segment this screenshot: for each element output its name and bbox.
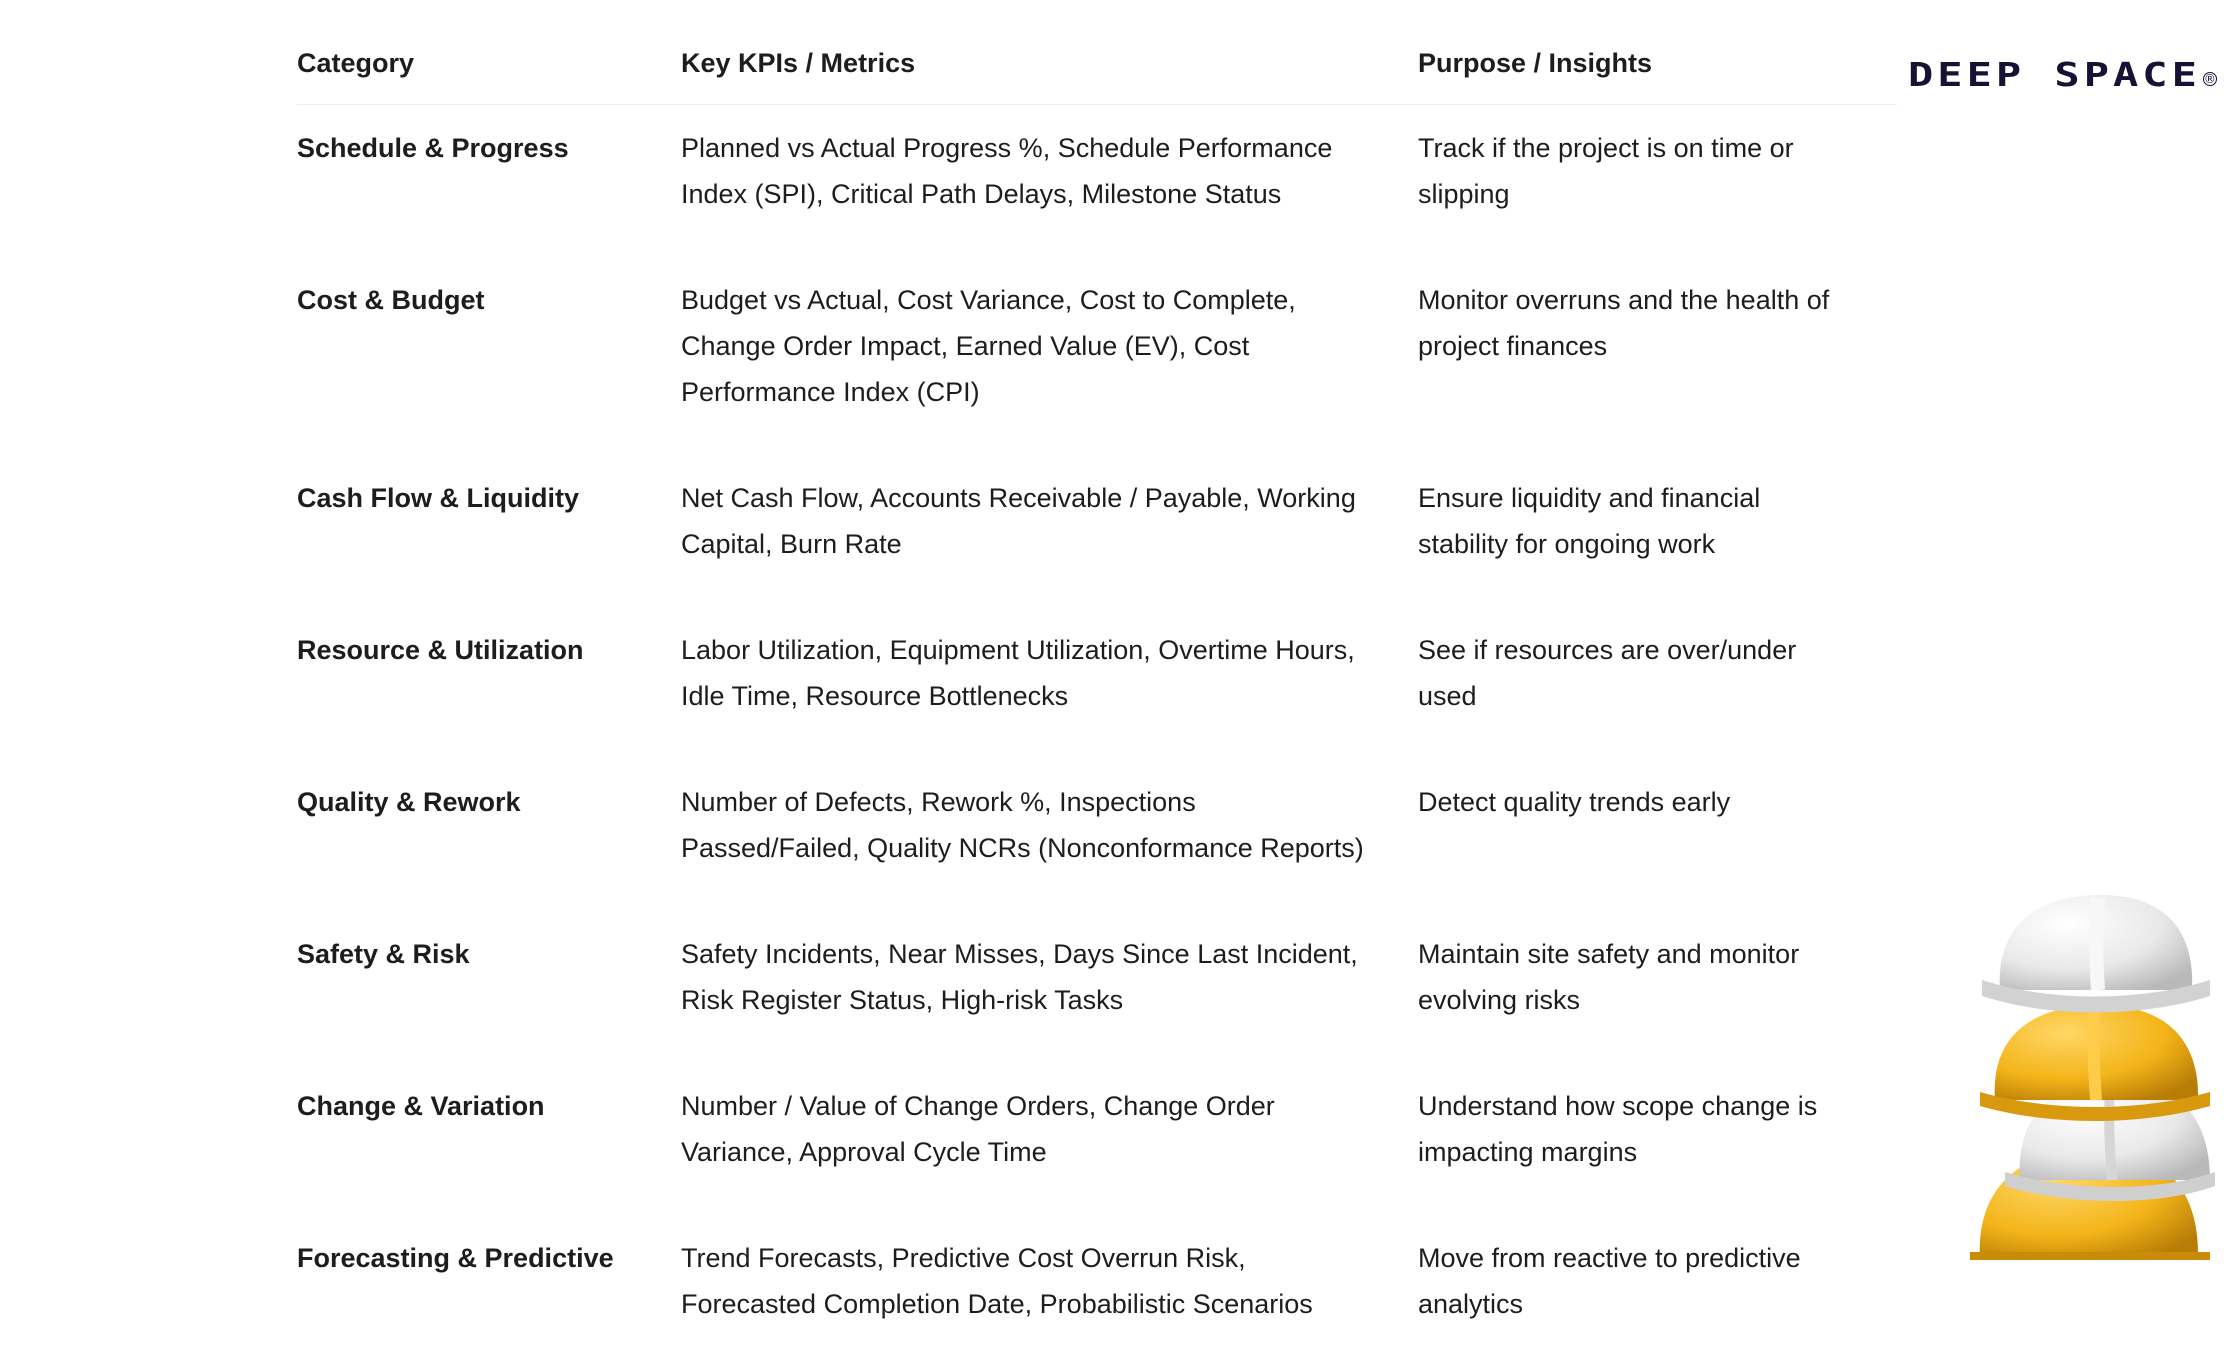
table-row xyxy=(297,607,1897,759)
table-body xyxy=(297,105,1897,1367)
category-text: Safety & Risk xyxy=(297,931,681,977)
row-purpose xyxy=(1418,455,1897,607)
purpose-text: See if resources are over/under used xyxy=(1418,627,1897,719)
row-purpose xyxy=(1418,1063,1897,1215)
row-purpose xyxy=(1418,759,1897,911)
row-category xyxy=(297,759,681,911)
header-purpose: Purpose / Insights xyxy=(1418,48,1897,105)
table-header xyxy=(297,48,1897,105)
row-kpis xyxy=(681,759,1418,911)
kpis-text: Budget vs Actual, Cost Variance, Cost to Complete, Change Order Impact, Earned Value (EV), Cost Performance Index (CPI) xyxy=(681,277,1418,415)
row-category xyxy=(297,257,681,455)
purpose-text: Track if the project is on time or slipping xyxy=(1418,125,1897,217)
kpis-text: Number / Value of Change Orders, Change Order Variance, Approval Cycle Time xyxy=(681,1083,1418,1175)
kpis-text: Planned vs Actual Progress %, Schedule Performance Index (SPI), Critical Path Delays, Milestone Status xyxy=(681,125,1418,217)
table-row xyxy=(297,1063,1897,1215)
row-category xyxy=(297,1063,681,1215)
purpose-text: Move from reactive to predictive analytics xyxy=(1418,1235,1897,1327)
row-purpose xyxy=(1418,105,1897,258)
purpose-text: Monitor overruns and the health of project finances xyxy=(1418,277,1897,369)
category-text: Cost & Budget xyxy=(297,277,681,323)
registered-mark: ® xyxy=(2203,72,2217,86)
table-row xyxy=(297,455,1897,607)
table-row xyxy=(297,911,1897,1063)
table-row xyxy=(297,759,1897,911)
row-category xyxy=(297,607,681,759)
row-kpis xyxy=(681,257,1418,455)
row-category xyxy=(297,1215,681,1367)
row-kpis xyxy=(681,455,1418,607)
kpis-text: Safety Incidents, Near Misses, Days Since Last Incident, Risk Register Status, High-risk Tasks xyxy=(681,931,1418,1023)
purpose-text: Detect quality trends early xyxy=(1418,779,1897,825)
kpi-table xyxy=(297,48,1897,1367)
table-row xyxy=(297,105,1897,258)
row-kpis xyxy=(681,607,1418,759)
header-kpis: Key KPIs / Metrics xyxy=(681,48,1418,105)
category-text: Schedule & Progress xyxy=(297,125,681,171)
table-row xyxy=(297,257,1897,455)
kpis-text: Number of Defects, Rework %, Inspections Passed/Failed, Quality NCRs (Nonconformance Reports) xyxy=(681,779,1418,871)
purpose-text: Ensure liquidity and financial stability for ongoing work xyxy=(1418,475,1897,567)
kpis-text: Net Cash Flow, Accounts Receivable / Payable, Working Capital, Burn Rate xyxy=(681,475,1418,567)
white-helmet-top xyxy=(1982,895,2210,1013)
category-text: Forecasting & Predictive xyxy=(297,1235,681,1281)
table-row xyxy=(297,1215,1897,1367)
row-kpis xyxy=(681,1215,1418,1367)
category-text: Resource & Utilization xyxy=(297,627,681,673)
purpose-text: Maintain site safety and monitor evolving risks xyxy=(1418,931,1897,1023)
purpose-text: Understand how scope change is impacting margins xyxy=(1418,1083,1897,1175)
logo-text: DEEP SPACE xyxy=(1908,58,2201,92)
row-kpis xyxy=(681,911,1418,1063)
header-row xyxy=(297,48,1897,105)
stacked-hard-hats-icon xyxy=(1960,880,2220,1260)
header-category: Category xyxy=(297,48,681,105)
category-text: Change & Variation xyxy=(297,1083,681,1129)
category-text: Quality & Rework xyxy=(297,779,681,825)
deep-space-logo xyxy=(1908,58,2217,102)
row-category xyxy=(297,455,681,607)
row-category xyxy=(297,911,681,1063)
row-purpose xyxy=(1418,911,1897,1063)
row-purpose xyxy=(1418,1215,1897,1367)
row-purpose xyxy=(1418,257,1897,455)
kpis-text: Trend Forecasts, Predictive Cost Overrun Risk, Forecasted Completion Date, Probabilistic Scenarios xyxy=(681,1235,1418,1327)
row-kpis xyxy=(681,105,1418,258)
kpis-text: Labor Utilization, Equipment Utilization, Overtime Hours, Idle Time, Resource Bottlenecks xyxy=(681,627,1418,719)
row-kpis xyxy=(681,1063,1418,1215)
category-text: Cash Flow & Liquidity xyxy=(297,475,681,521)
row-category xyxy=(297,105,681,258)
row-purpose xyxy=(1418,607,1897,759)
